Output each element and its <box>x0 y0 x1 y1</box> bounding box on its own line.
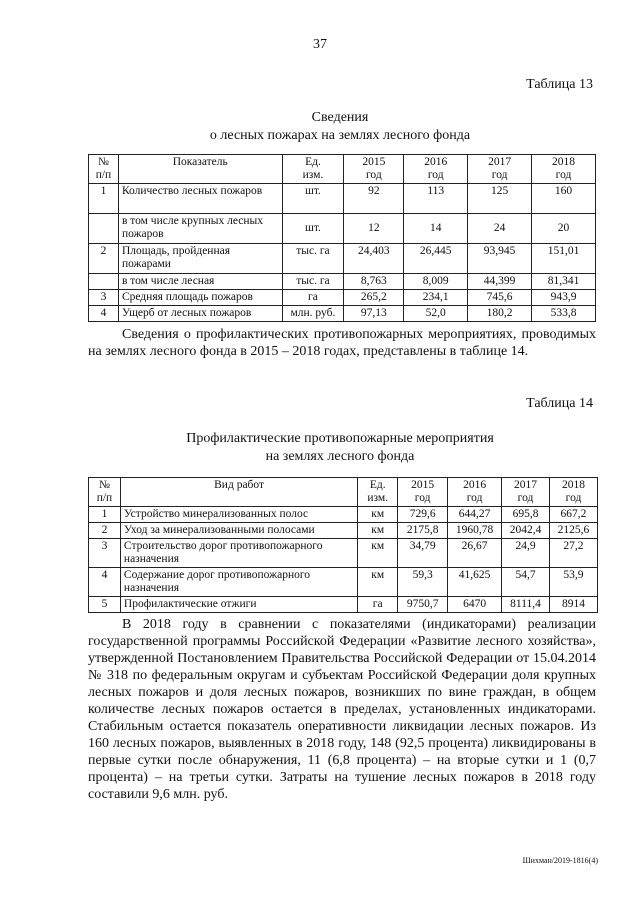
cell-2015: 97,13 <box>344 306 404 322</box>
table-row <box>89 507 598 523</box>
table-row <box>89 244 596 274</box>
cell-2017: 125 <box>468 184 532 214</box>
header-indicator: Показатель <box>118 155 282 184</box>
header-work: Вид работ <box>120 478 357 507</box>
header-2017: 2017 год <box>502 478 550 507</box>
cell-num <box>89 214 119 244</box>
cell-2015: 265,2 <box>344 290 404 306</box>
cell-num: 3 <box>89 539 121 568</box>
table-header-row <box>89 155 596 184</box>
cell-2017: 2042,4 <box>502 523 550 539</box>
cell-2015: 2175,8 <box>398 523 448 539</box>
table-row <box>89 214 596 244</box>
cell-2015: 12 <box>344 214 404 244</box>
table-row <box>89 184 596 214</box>
table-row <box>89 306 596 322</box>
table-14-title <box>0 430 640 466</box>
cell-2017: 93,945 <box>468 244 532 274</box>
table-13-title-line2: о лесных пожарах на землях лесного фонда <box>209 128 471 143</box>
cell-2015: 8,763 <box>344 274 404 290</box>
cell-2018: 27,2 <box>549 539 597 568</box>
table-row <box>89 539 598 568</box>
header-2015: 2015 год <box>344 155 404 184</box>
cell-unit: км <box>358 523 398 539</box>
cell-2015: 34,79 <box>398 539 448 568</box>
page-number: 37 <box>313 37 327 52</box>
cell-2017: 24 <box>468 214 532 244</box>
cell-unit: км <box>358 539 398 568</box>
cell-2018: 8914 <box>549 597 597 613</box>
cell-unit: шт. <box>282 184 344 214</box>
cell-2017: 8111,4 <box>502 597 550 613</box>
table-row <box>89 597 598 613</box>
table-14-label: Таблица 14 <box>526 396 593 411</box>
header-2016: 2016 год <box>448 478 502 507</box>
cell-2018: 2125,6 <box>549 523 597 539</box>
cell-work: Содержание дорог противопожарного назначения <box>120 568 357 597</box>
cell-2017: 745,6 <box>468 290 532 306</box>
header-2015: 2015 год <box>398 478 448 507</box>
cell-2016: 52,0 <box>404 306 468 322</box>
cell-2018: 53,9 <box>549 568 597 597</box>
cell-num <box>89 274 119 290</box>
cell-2016: 1960,78 <box>448 523 502 539</box>
cell-2015: 92 <box>344 184 404 214</box>
table-13-label: Таблица 13 <box>526 77 593 92</box>
cell-2017: 24,9 <box>502 539 550 568</box>
cell-work: Уход за минерализованными полосами <box>120 523 357 539</box>
cell-unit: тыс. га <box>282 244 344 274</box>
cell-2015: 59,3 <box>398 568 448 597</box>
cell-work: Профилактические отжиги <box>120 597 357 613</box>
table-row <box>89 290 596 306</box>
cell-2018: 943,9 <box>532 290 596 306</box>
cell-2018: 667,2 <box>549 507 597 523</box>
cell-unit: га <box>282 290 344 306</box>
cell-indicator: Площадь, пройденная пожарами <box>118 244 282 274</box>
header-num: № п/п <box>89 155 119 184</box>
cell-2017: 695,8 <box>502 507 550 523</box>
table-13-title <box>0 109 640 145</box>
cell-2016: 14 <box>404 214 468 244</box>
cell-unit: млн. руб. <box>282 306 344 322</box>
cell-2016: 113 <box>404 184 468 214</box>
cell-unit: тыс. га <box>282 274 344 290</box>
cell-2016: 26,67 <box>448 539 502 568</box>
cell-2017: 180,2 <box>468 306 532 322</box>
document-code: Шихман/2019-1816(4) <box>522 856 598 865</box>
header-num: № п/п <box>89 478 121 507</box>
cell-2018: 81,341 <box>532 274 596 290</box>
cell-2017: 54,7 <box>502 568 550 597</box>
table-14-title-line2: на землях лесного фонда <box>265 449 415 464</box>
table-14 <box>88 477 598 613</box>
cell-indicator: Количество лесных пожаров <box>118 184 282 214</box>
cell-num: 2 <box>89 523 121 539</box>
header-2018: 2018 год <box>549 478 597 507</box>
cell-2017: 44,399 <box>468 274 532 290</box>
table-14-title-line1: Профилактические противопожарные мероприятия <box>186 431 494 446</box>
cell-2016: 644,27 <box>448 507 502 523</box>
cell-num: 2 <box>89 244 119 274</box>
cell-unit: км <box>358 507 398 523</box>
cell-num: 5 <box>89 597 121 613</box>
cell-indicator: Ущерб от лесных пожаров <box>118 306 282 322</box>
table-row <box>89 274 596 290</box>
cell-2018: 160 <box>532 184 596 214</box>
table-header-row <box>89 478 598 507</box>
cell-num: 3 <box>89 290 119 306</box>
cell-2016: 41,625 <box>448 568 502 597</box>
cell-num: 1 <box>89 184 119 214</box>
header-2018: 2018 год <box>532 155 596 184</box>
header-2017: 2017 год <box>468 155 532 184</box>
cell-indicator: в том числе лесная <box>118 274 282 290</box>
table-13 <box>88 154 596 322</box>
paragraph-fire-indicators: В 2018 году в сравнении с показателями (индикаторами) реализации государственной программы Российской Федерации «Развитие лесного хозяйства», утвержденной Постановлением Правительства Российской Федерации от 15.04.2014 № 318 по федеральным округам и субъектам Российской Федерации доля крупных лесных пожаров и доля лесных пожаров, возникших по вине граждан, в общем количестве лесных пожаров остается в пределах, установленных индикаторами. Стабильным остается показатель оперативности ликвидации лесных пожаров. Из 160 лесных пожаров, выявленных в 2018 году, 148 (92,5 процента) ликвидированы в первые сутки после обнаружения, 11 (6,8 процента) – на вторые сутки и 1 (0,7 процента) – на третьи сутки. Затраты на тушение лесных пожаров в 2018 году составили 9,6 млн. руб. <box>88 617 596 802</box>
cell-num: 4 <box>89 568 121 597</box>
cell-work: Строительство дорог противопожарного назначения <box>120 539 357 568</box>
cell-num: 4 <box>89 306 119 322</box>
cell-2018: 20 <box>532 214 596 244</box>
cell-unit: км <box>358 568 398 597</box>
table-row <box>89 568 598 597</box>
table-13-title-line1: Сведения <box>311 110 369 125</box>
cell-indicator: в том числе крупных лесных пожаров <box>118 214 282 244</box>
cell-2015: 729,6 <box>398 507 448 523</box>
header-unit: Ед. изм. <box>282 155 344 184</box>
cell-2018: 533,8 <box>532 306 596 322</box>
cell-unit: шт. <box>282 214 344 244</box>
cell-indicator: Средняя площадь пожаров <box>118 290 282 306</box>
cell-work: Устройство минерализованных полос <box>120 507 357 523</box>
paragraph-intro-table-14: Сведения о профилактических противопожарных мероприятиях, проводимых на землях лесного фонда в 2015 – 2018 годах, представлены в таблице 14. <box>88 327 596 359</box>
cell-2015: 9750,7 <box>398 597 448 613</box>
cell-2016: 8,009 <box>404 274 468 290</box>
cell-2016: 26,445 <box>404 244 468 274</box>
cell-2016: 6470 <box>448 597 502 613</box>
cell-2015: 24,403 <box>344 244 404 274</box>
cell-num: 1 <box>89 507 121 523</box>
cell-unit: га <box>358 597 398 613</box>
cell-2016: 234,1 <box>404 290 468 306</box>
cell-2018: 151,01 <box>532 244 596 274</box>
header-2016: 2016 год <box>404 155 468 184</box>
table-row <box>89 523 598 539</box>
header-unit: Ед. изм. <box>358 478 398 507</box>
